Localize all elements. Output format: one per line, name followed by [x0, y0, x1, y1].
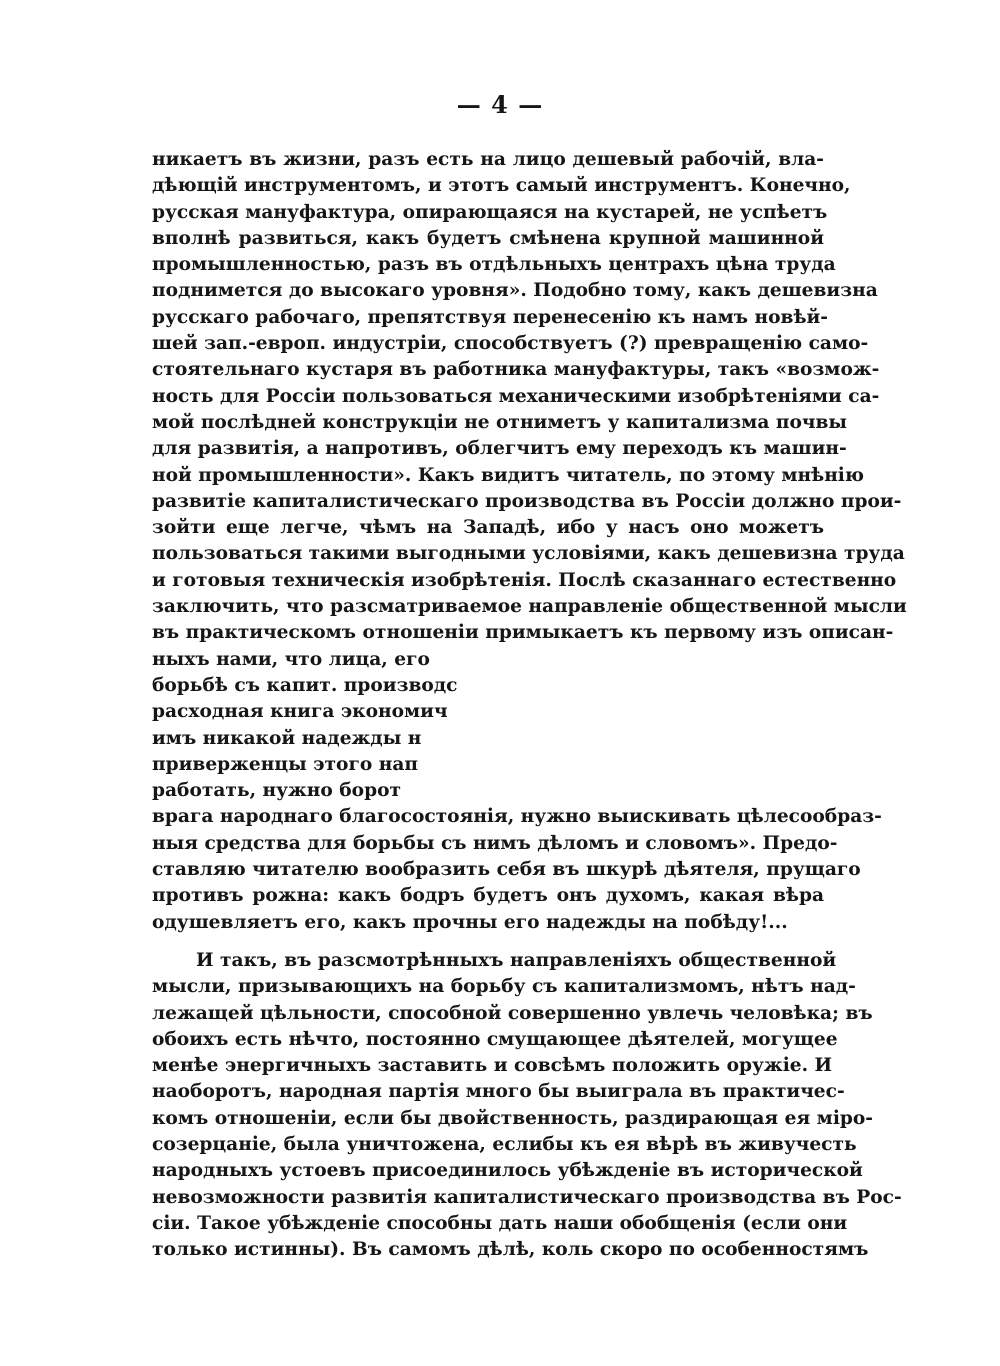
text-line: зойти еще легче, чѣмъ на Западѣ, ибо у насъ оно можетъ [152, 517, 824, 539]
text-line: мой послѣдней конструкціи не отниметъ у капитализма почвы [152, 411, 848, 433]
text-line: развитіе капиталистическаго производства въ Россіи должно прои- [152, 490, 902, 512]
text-line: русская мануфактура, опирающаяся на кустарей, не успѣетъ [152, 201, 828, 223]
text-line: дѣющій инструментомъ, и этотъ самый инструментъ. Конечно, [152, 175, 851, 197]
paragraph-1 [152, 147, 907, 936]
text-line: въ практическомъ отношеніи примыкаетъ къ первому изъ описан- [152, 622, 894, 644]
text-line: сіи. Такое убѣжденіе способны дать наши обобщенія (если они [152, 1212, 848, 1234]
text-line: комъ отношеніи, если бы двойственность, раздирающая ея міро- [152, 1107, 874, 1129]
text-line-truncated: ныхъ нами, что лица, его [152, 648, 430, 670]
text-line: поднимется до высокаго уровня». Подобно тому, какъ дешевизна [152, 280, 878, 302]
text-line: пользоваться такими выгодными условіями, какъ дешевизна труда [152, 543, 905, 565]
text-line-truncated: расходная книга экономич [152, 701, 448, 723]
text-line: мысли, призывающихъ на борьбу съ капитализмомъ, нѣтъ над- [152, 976, 856, 998]
text-line: лежащей цѣльности, способной совершенно увлечь человѣка; въ [152, 1002, 873, 1024]
text-line: и готовыя техническія изобрѣтенія. Послѣ сказаннаго естественно [152, 569, 897, 591]
text-line-truncated: работать, нужно борот [152, 780, 402, 802]
text-line: стоятельнаго кустаря въ работника мануфактуры, такъ «возмож- [152, 359, 880, 381]
text-line: для развитія, а напротивъ, облегчитъ ему переходъ къ машин- [152, 438, 847, 460]
text-line: ность для Россіи пользоваться механическими изобрѣтеніями са- [152, 385, 880, 407]
text-line: только истинны). Въ самомъ дѣлѣ, коль скоро по особенностямъ [152, 1239, 869, 1261]
text-line: ныя средства для борьбы съ нимъ дѣломъ и словомъ». Предо- [152, 832, 838, 854]
text-line: ставляю читателю вообразить себя въ шкурѣ дѣятеля, прущаго [152, 859, 861, 881]
text-line: никаетъ въ жизни, разъ есть на лицо дешевый рабочій, вла- [152, 149, 824, 170]
text-line: русскаго рабочаго, препятствуя перенесенію къ намъ новѣй- [152, 306, 829, 328]
text-line: вполнѣ развиться, какъ будетъ смѣнена крупной машинной [152, 227, 824, 249]
text-line: И такъ, въ разсмотрѣнныхъ направленіяхъ общественной [196, 950, 837, 971]
text-line: шей зап.-европ. индустріи, способствуетъ (?) превращенію само- [152, 333, 869, 355]
paragraph-2 [152, 948, 902, 1264]
text-line: созерцаніе, была уничтожена, еслибы къ ея вѣрѣ въ живучесть [152, 1134, 857, 1156]
text-line: заключить, что разсматриваемое направленіе общественной мысли [152, 596, 907, 618]
text-line-truncated: борьбѣ съ капит. производс [152, 674, 458, 696]
text-line-truncated: имъ никакой надежды н [152, 727, 422, 749]
text-line: одушевляетъ его, какъ прочны его надежды на побѣду!... [152, 911, 788, 933]
text-line: врага народнаго благосостоянія, нужно выискивать цѣлесообраз- [152, 806, 882, 828]
text-line: промышленностью, разъ въ отдѣльныхъ центрахъ цѣна труда [152, 254, 836, 276]
text-line: обоихъ есть нѣчто, постоянно смущающее дѣятелей, могущее [152, 1028, 838, 1050]
text-line: невозможности развитія капиталистическаго производства въ Рос- [152, 1186, 902, 1208]
text-line: противъ рожна: какъ бодръ будетъ онъ духомъ, какая вѣра [152, 885, 824, 907]
text-line: наоборотъ, народная партія много бы выиграла въ практичес- [152, 1081, 845, 1103]
text-line-truncated: приверженцы этого нап [152, 753, 418, 775]
text-line: ной промышленности». Какъ видитъ читатель, по этому мнѣнію [152, 464, 864, 486]
text-line: менѣе энергичныхъ заставить и совсѣмъ положить оружіе. И [152, 1055, 833, 1077]
text-line: народныхъ устоевъ присоединилось убѣжденіе въ исторической [152, 1160, 863, 1182]
page-number: — 4 — [456, 90, 544, 119]
